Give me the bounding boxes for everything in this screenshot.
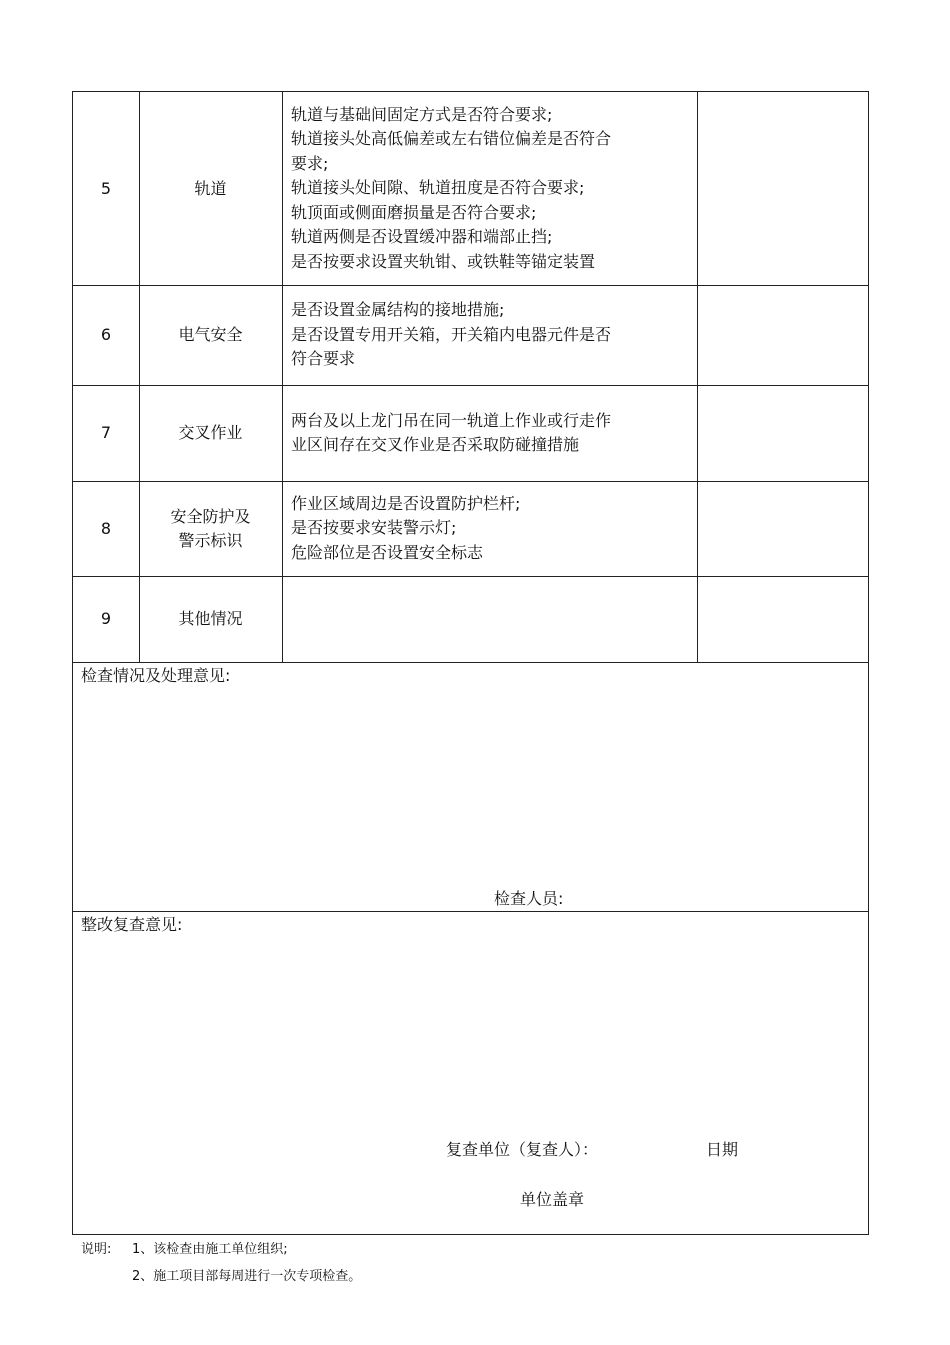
inspection-title: 检查情况及处理意见: bbox=[81, 666, 231, 685]
content-line: 危险部位是否设置安全标志 bbox=[291, 542, 484, 562]
row-divider bbox=[73, 662, 868, 663]
content-line: 业区间存在交叉作业是否采取防碰撞措施 bbox=[291, 435, 580, 454]
row-item bbox=[139, 481, 282, 576]
content-line: 轨顶面或侧面磨损量是否符合要求; bbox=[291, 202, 537, 222]
row-item bbox=[139, 285, 282, 385]
section-divider bbox=[73, 911, 868, 912]
row-item-text: 交叉作业 bbox=[178, 423, 243, 442]
content-line: 两台及以上龙门吊在同一轨道上作业或行走作 bbox=[291, 410, 612, 430]
row-item-text: 其他情况 bbox=[178, 609, 243, 628]
row-content bbox=[291, 481, 691, 576]
review-title: 整改复查意见: bbox=[81, 915, 183, 934]
content-line: 符合要求 bbox=[291, 349, 356, 369]
row-number: 8 bbox=[100, 518, 112, 538]
row-item-text: 电气安全 bbox=[178, 325, 243, 344]
row-item bbox=[139, 385, 282, 481]
content-line: 轨道接头处高低偏差或左右错位偏差是否符合 bbox=[291, 129, 612, 149]
content-line: 是否设置专用开关箱，开关箱内电器元件是否 bbox=[291, 324, 612, 344]
column-divider bbox=[697, 92, 698, 662]
content-line: 是否按要求安装警示灯; bbox=[291, 518, 457, 538]
row-number: 7 bbox=[100, 423, 112, 442]
row-number: 9 bbox=[100, 609, 112, 628]
row-content bbox=[291, 92, 691, 285]
content-line: 轨道接头处间隙、轨道扭度是否符合要求; bbox=[291, 178, 585, 198]
row-item bbox=[139, 92, 282, 285]
row-item-text: 安全防护及 bbox=[170, 506, 251, 526]
content-line: 轨道两侧是否设置缓冲器和端部止挡; bbox=[291, 227, 553, 247]
content-line: 轨道与基础间固定方式是否符合要求; bbox=[291, 104, 553, 124]
row-content bbox=[291, 285, 691, 385]
content-line: 是否设置金属结构的接地措施; bbox=[291, 300, 505, 320]
review-unit-label: 复查单位（复查人）： bbox=[446, 1140, 599, 1159]
row-item-text: 轨道 bbox=[194, 178, 227, 198]
row-number: 6 bbox=[100, 325, 112, 344]
row-content bbox=[291, 385, 691, 481]
content-line: 是否按要求设置夹轨钳、或铁鞋等锚定装置 bbox=[291, 251, 596, 271]
row-item-text: 警示标识 bbox=[178, 530, 243, 550]
seal-label: 单位盖章 bbox=[520, 1190, 585, 1209]
content-line: 要求; bbox=[291, 153, 329, 173]
inspector-label: 检查人员: bbox=[494, 889, 564, 908]
review-date-label: 日期 bbox=[706, 1140, 739, 1159]
inspection-form-table bbox=[72, 91, 869, 1235]
notes-prefix: 说明: bbox=[81, 1242, 112, 1257]
column-divider bbox=[282, 92, 283, 662]
content-line: 作业区域周边是否设置防护栏杆; bbox=[291, 493, 521, 513]
row-number: 5 bbox=[100, 178, 112, 198]
row-item bbox=[139, 576, 282, 662]
note-item: 1、该检查由施工单位组织; bbox=[132, 1242, 288, 1257]
note-item: 2、施工项目部每周进行一次专项检查。 bbox=[132, 1269, 362, 1284]
